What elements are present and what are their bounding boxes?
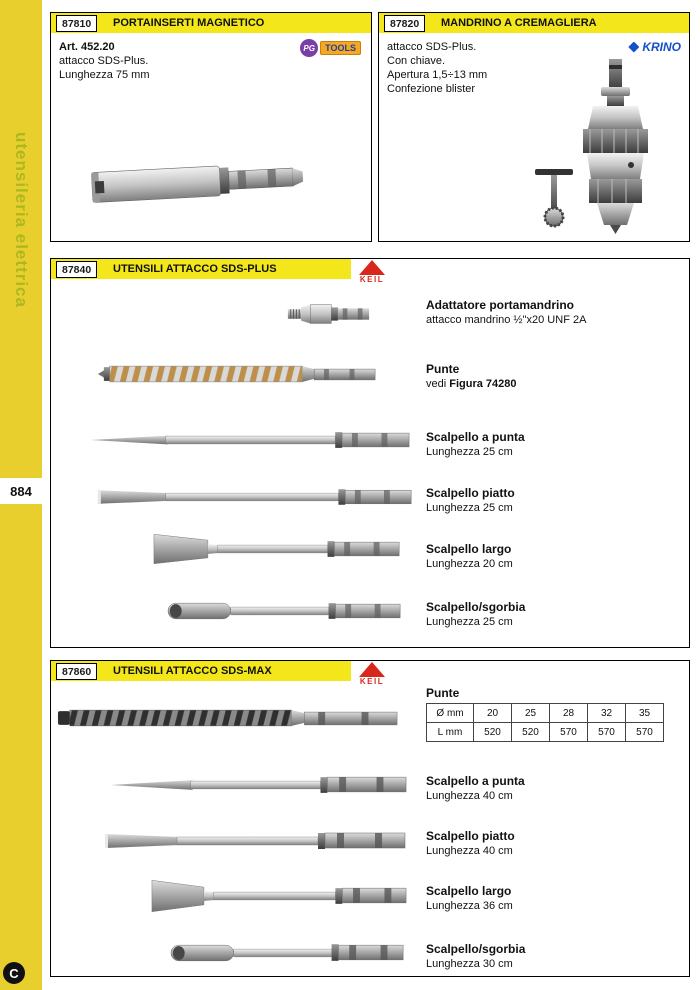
page-number: 884: [0, 478, 42, 504]
product-code: 87810: [56, 15, 97, 32]
copyright-mark-icon: C: [3, 962, 25, 984]
item-detail: Lunghezza 30 cm: [426, 958, 513, 970]
keil-logo: [355, 662, 389, 687]
description-line: Confezione blister: [387, 83, 476, 95]
image-adattatore-portamandrino: [286, 295, 371, 333]
item-name: Scalpello/sgorbia: [426, 942, 526, 956]
item-name: Scalpello a punta: [426, 430, 525, 444]
item-name: Adattatore portamandrino: [426, 298, 575, 312]
spec-value: 570: [588, 723, 626, 742]
section-title: UTENSILI ATTACCO SDS-MAX: [113, 665, 272, 677]
item-detail: Lunghezza 25 cm: [426, 502, 513, 514]
image-magnetic-bit-holder: [85, 145, 313, 219]
description-line: attacco SDS-Plus.: [387, 41, 477, 53]
description-line: Apertura 1,5÷13 mm: [387, 69, 488, 81]
spec-label: L mm: [427, 723, 474, 742]
section-title: UTENSILI ATTACCO SDS-PLUS: [113, 263, 277, 275]
spec-value: 35: [626, 704, 664, 723]
section-87810: [50, 12, 372, 242]
image-scalpello-a-punta: [89, 424, 414, 456]
item-name: Punte: [426, 362, 460, 376]
catalog-item-text: [426, 541, 681, 571]
krino-logo: [628, 40, 681, 54]
image-scalpello-largo-max: [149, 877, 409, 915]
item-name: Scalpello/sgorbia: [426, 600, 526, 614]
keil-logo-text: KEIL: [359, 275, 385, 284]
catalog-item-text: [426, 297, 681, 327]
article-number: Art. 452.20: [59, 41, 115, 53]
section-header: [51, 259, 351, 279]
section-87840: [50, 258, 690, 648]
image-keyed-chuck: [531, 57, 673, 235]
catalog-item-text: [426, 429, 681, 459]
item-detail: [426, 377, 681, 391]
keil-logo-icon: [359, 260, 385, 275]
image-scalpello-piatto: [96, 481, 416, 513]
section-title: PORTAINSERTI MAGNETICO: [113, 17, 265, 29]
image-scalpello-a-punta-max: [109, 769, 409, 801]
spec-value: 570: [626, 723, 664, 742]
spec-value: 28: [550, 704, 588, 723]
spec-value: 20: [474, 704, 512, 723]
keil-logo: [355, 260, 389, 285]
item-detail: Lunghezza 20 cm: [426, 558, 513, 570]
section-header: [51, 13, 371, 33]
item-name: Scalpello largo: [426, 884, 512, 898]
catalog-item-text: [426, 599, 681, 629]
product-code: 87860: [56, 663, 97, 680]
catalog-item-text: [426, 828, 681, 858]
spec-value: 570: [550, 723, 588, 742]
section-header: [379, 13, 689, 33]
image-punta-sds-max: [56, 703, 401, 733]
image-scalpello-largo: [151, 531, 406, 567]
keil-logo-icon: [359, 662, 385, 677]
item-detail: Lunghezza 36 cm: [426, 900, 513, 912]
punte-spec-table: [426, 703, 664, 742]
item-detail-figure: Figura 74280: [449, 378, 517, 390]
item-detail: Lunghezza 40 cm: [426, 845, 513, 857]
item-name: Scalpello piatto: [426, 829, 515, 843]
section-title: MANDRINO A CREMAGLIERA: [441, 17, 597, 29]
catalog-item-text: [426, 773, 681, 803]
pg-logo-icon: PG: [300, 39, 318, 57]
item-detail: Lunghezza 40 cm: [426, 790, 513, 802]
catalog-item-text: [426, 941, 681, 971]
spec-row-length: [427, 723, 664, 742]
spec-value: 32: [588, 704, 626, 723]
spec-row-diameter: [427, 704, 664, 723]
spec-label: Ø mm: [427, 704, 474, 723]
category-vertical-label: utensileria elettrica: [12, 132, 31, 308]
product-description: [59, 40, 150, 82]
section-87820: [378, 12, 690, 242]
item-detail-prefix: vedi: [426, 378, 450, 390]
spec-value: 520: [474, 723, 512, 742]
spec-value: 25: [512, 704, 550, 723]
section-87860: [50, 660, 690, 977]
image-punta-sds-plus: [96, 359, 381, 389]
item-detail: Lunghezza 25 cm: [426, 446, 513, 458]
pg-tools-logo: [300, 39, 361, 57]
punte-label: Punte: [426, 686, 460, 700]
side-tab: [0, 0, 42, 990]
image-scalpello-sgorbia: [166, 595, 406, 627]
product-description: [387, 40, 487, 96]
item-detail: attacco mandrino ½"x20 UNF 2A: [426, 314, 587, 326]
section-header: [51, 661, 351, 681]
krino-logo-text: KRINO: [642, 40, 681, 54]
product-code: 87820: [384, 15, 425, 32]
catalog-item-text: [426, 883, 681, 913]
item-name: Scalpello largo: [426, 542, 512, 556]
tools-logo-text: TOOLS: [320, 41, 361, 55]
item-detail: Lunghezza 25 cm: [426, 616, 513, 628]
catalog-item-text: [426, 361, 681, 391]
description-line: Lunghezza 75 mm: [59, 69, 150, 81]
product-code: 87840: [56, 261, 97, 278]
item-name: Scalpello a punta: [426, 774, 525, 788]
catalog-item-text: [426, 485, 681, 515]
keil-logo-text: KEIL: [359, 677, 385, 686]
krino-logo-icon: [628, 42, 639, 53]
item-name: Scalpello piatto: [426, 486, 515, 500]
description-line: attacco SDS-Plus.: [59, 55, 149, 67]
image-scalpello-sgorbia-max: [169, 937, 409, 969]
image-scalpello-piatto-max: [103, 825, 408, 857]
description-line: Con chiave.: [387, 55, 446, 67]
spec-value: 520: [512, 723, 550, 742]
